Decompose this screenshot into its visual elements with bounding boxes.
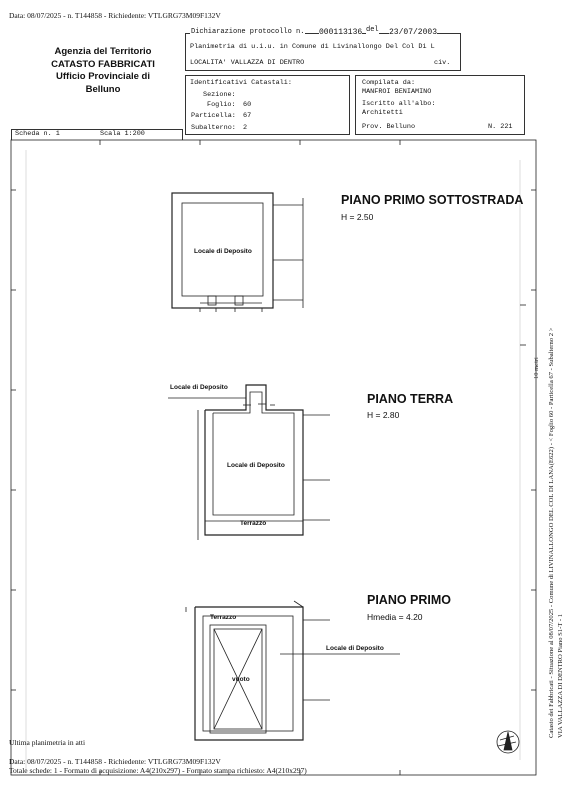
footer-ultima: Ultima planimetria in atti [9, 738, 86, 747]
planimetria-text: Planimetria di u.i.u. in Comune di Livinallongo Del Col Di L [190, 43, 435, 51]
primo-outer [195, 607, 303, 740]
floor-terra-height: H = 2.80 [367, 410, 400, 420]
declaration-label: Dichiarazione protocollo n. [191, 28, 305, 36]
agency-city: Belluno [85, 83, 121, 95]
agency-office: Ufficio Provinciale di [56, 71, 150, 82]
floor-sottostrada-height: H = 2.50 [341, 212, 374, 222]
north-arrow-symbol [497, 731, 519, 753]
floor-terra-title: PIANO TERRA [367, 392, 454, 406]
particella-label: Particella: [191, 112, 236, 120]
declaration-number: 000113136 [319, 28, 363, 37]
footer-format-line: Totale schede: 1 - Formato di acquisizione: A4(210x297) - Formato stampa richiesto: A4(210x297) [9, 766, 307, 775]
scala-label: Scala 1:200 [100, 130, 145, 138]
primo-void-label: vuoto [232, 676, 250, 683]
identificativi-title: Identificativi Catastali: [190, 79, 292, 87]
side-address-text: VIA VALLAZZA DI DENTRO Piano S1-T - 1 [557, 614, 564, 738]
albo-number: N. 221 [488, 123, 513, 131]
primo-terrace-label: Terrazzo [210, 614, 237, 621]
localita-text: LOCALITA' VALLAZZA DI DENTRO [190, 59, 305, 67]
agency-catasto: CATASTO FABBRICATI [51, 58, 155, 70]
compilata-title: Compilata da: [362, 79, 416, 87]
sottostrada-room-label: Locale di Deposito [194, 248, 252, 255]
declaration-del-label: del [366, 26, 379, 34]
floor-sottostrada-title: PIANO PRIMO SOTTOSTRADA [341, 193, 524, 207]
terra-outer [205, 385, 303, 535]
particella-value: 67 [243, 112, 252, 120]
sezione-label: Sezione: [203, 91, 236, 99]
primo-room-label: Locale di Deposito [326, 645, 384, 652]
prov-value: Prov. Belluno [362, 123, 416, 131]
agency-name: Agenzia del Territorio [54, 46, 152, 57]
floor-primo-height: Hmedia = 4.20 [367, 612, 423, 622]
side-scale-mark: 10 metri [533, 357, 540, 379]
scheda-label: Scheda n. 1 [15, 130, 60, 138]
terra-terrace-label: Terrazzo [240, 520, 267, 527]
header-request-line: Data: 08/07/2025 - n. T144858 - Richiedente: VTLGRG73M09F132V [9, 11, 221, 20]
subalterno-label: Subalterno: [191, 124, 236, 132]
declaration-date: 23/07/2003 [389, 28, 438, 37]
compilata-name: MANFROI BENIAMINO [362, 88, 432, 96]
floor-primo-title: PIANO PRIMO [367, 593, 452, 607]
subalterno-value: 2 [243, 124, 248, 132]
iscritto-label: Iscritto all'albo: [362, 100, 436, 108]
terra-room-label: Locale di Deposito [227, 462, 285, 469]
civico-label: civ. [434, 59, 451, 67]
side-cadastral-text: Catasto dei Fabbricati - Situazione al 08/07/2025 - Comune di LIVINALLONGO DEL COL DI LANA(E622) - < Foglio 60 - Particella 67 - Subalterno 2 > [548, 327, 555, 738]
foglio-label: Foglio: [207, 101, 236, 109]
albo-value: Architetti [362, 109, 403, 117]
footer-request-line: Data: 08/07/2025 - n. T144858 - Richiedente: VTLGRG73M09F132V [9, 757, 221, 766]
terra-room-external-label: Locale di Deposito [170, 384, 228, 391]
foglio-value: 60 [243, 101, 252, 109]
primo-inner [203, 616, 293, 731]
